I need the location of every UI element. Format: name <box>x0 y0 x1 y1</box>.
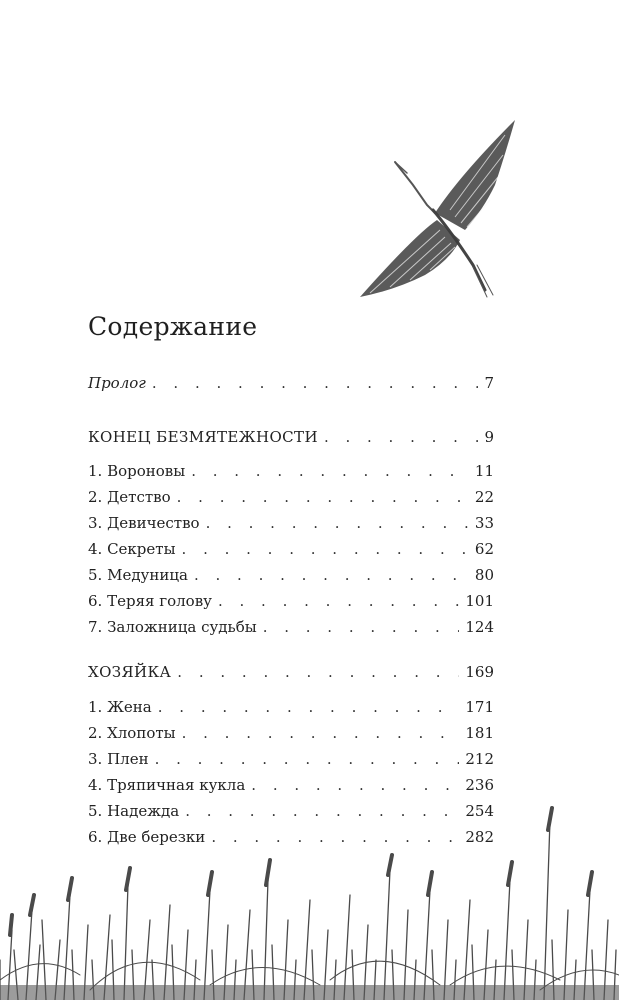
toc-entry-page: 124 <box>465 618 494 636</box>
toc-entry-label: 1. Жена <box>88 698 152 716</box>
toc-entry-label: 5. Надежда <box>88 802 180 820</box>
toc-entry-label: 3. Девичество <box>88 514 200 532</box>
toc-prologue <box>88 370 494 396</box>
toc-entry-label: 4. Секреты <box>88 540 176 558</box>
toc-part-page: 169 <box>465 663 494 681</box>
toc-part-heading <box>88 659 494 685</box>
toc-entry-label: 2. Хлопоты <box>88 724 176 742</box>
toc-entry-label: 5. Медуница <box>88 566 188 584</box>
toc-entry-label: 1. Вороновы <box>88 462 186 480</box>
toc-entry-label: 2. Детство <box>88 488 171 506</box>
toc-part-heading <box>88 424 494 450</box>
toc-entry <box>88 510 494 536</box>
toc-entry <box>88 484 494 510</box>
toc-part-1 <box>88 424 494 450</box>
toc-entry <box>88 458 494 484</box>
toc-entry-page: 7 <box>484 374 494 392</box>
dot-leader <box>182 720 460 746</box>
heron-icon <box>355 115 525 305</box>
toc-entry-page: 212 <box>465 750 494 768</box>
toc-entry-label: Пролог <box>88 374 146 392</box>
dot-leader <box>324 424 479 450</box>
toc-part-2 <box>88 659 494 685</box>
dot-leader <box>251 772 459 798</box>
dot-leader <box>158 694 460 720</box>
toc-entry-page: 11 <box>474 462 494 480</box>
toc-entry-label: 6. Теряя голову <box>88 592 212 610</box>
dot-leader <box>177 484 469 510</box>
dot-leader <box>218 588 459 614</box>
toc-entry-page: 101 <box>465 592 494 610</box>
toc-entry-page: 33 <box>474 514 494 532</box>
grass-icon <box>0 800 619 1000</box>
toc-part-title: ХОЗЯЙКА <box>88 663 172 681</box>
dot-leader <box>194 562 469 588</box>
dot-leader <box>182 536 469 562</box>
toc-part-1-chapters <box>88 458 494 640</box>
toc-entry <box>88 536 494 562</box>
toc-entry-page: 22 <box>474 488 494 506</box>
toc-part-page: 9 <box>484 428 494 446</box>
toc-part-title: КОНЕЦ БЕЗМЯТЕЖНОСТИ <box>88 428 318 446</box>
toc-entry-page: 282 <box>465 828 494 846</box>
toc-entry <box>88 614 494 640</box>
dot-leader <box>152 370 479 396</box>
dot-leader <box>177 659 459 685</box>
toc-entry <box>88 562 494 588</box>
page-title: Содержание <box>88 312 258 341</box>
toc-entry <box>88 694 494 720</box>
toc-entry <box>88 720 494 746</box>
toc-entry-page: 171 <box>465 698 494 716</box>
dot-leader <box>191 458 469 484</box>
dot-leader <box>206 510 469 536</box>
toc-entry <box>88 588 494 614</box>
dot-leader <box>155 746 460 772</box>
toc-entry-page: 181 <box>465 724 494 742</box>
toc-entry-page: 80 <box>474 566 494 584</box>
toc-entry-page: 62 <box>474 540 494 558</box>
toc-entry-label: 3. Плен <box>88 750 149 768</box>
toc-entry-label: 6. Две березки <box>88 828 206 846</box>
toc-entry-page: 254 <box>465 802 494 820</box>
toc-entry <box>88 746 494 772</box>
toc-entry-prologue <box>88 370 494 396</box>
dot-leader <box>263 614 460 640</box>
toc-entry <box>88 772 494 798</box>
toc-entry-label: 4. Тряпичная кукла <box>88 776 246 794</box>
toc-entry-page: 236 <box>465 776 494 794</box>
toc-entry-label: 7. Заложница судьбы <box>88 618 257 636</box>
